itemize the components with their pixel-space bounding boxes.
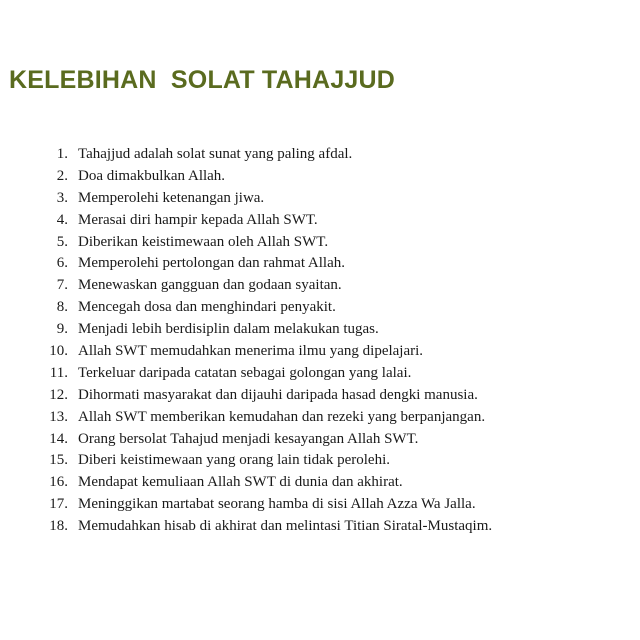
list-item-text: Memudahkan hisab di akhirat dan melintasi Titian Siratal-Mustaqim. [78, 518, 493, 535]
list-item-text: Allah SWT memberikan kemudahan dan rezeki yang berpanjangan. [78, 408, 486, 425]
list-item-text: Tahajjud adalah solat sunat yang paling afdal. [78, 146, 353, 162]
list-item [40, 210, 630, 232]
list-item [40, 407, 630, 429]
list-item [40, 385, 630, 407]
list-item-text: Dihormati masyarakat dan dijauhi daripada hasad dengki manusia. [78, 386, 478, 403]
list-item [40, 450, 630, 472]
list-item-text: Mendapat kemuliaan Allah SWT di dunia dan akhirat. [78, 474, 403, 491]
list-item [40, 341, 630, 363]
list-item-text: Memperolehi ketenangan jiwa. [78, 189, 265, 206]
benefit-list [40, 144, 630, 538]
list-item-text: Menewaskan gangguan dan godaan syaitan. [78, 277, 342, 294]
list-item-number: 18. [49, 518, 68, 535]
list-item [40, 363, 630, 385]
list-item [40, 429, 630, 451]
list-item-number: 5. [56, 233, 68, 250]
list-item-number: 3. [56, 189, 68, 206]
list-item [40, 232, 630, 254]
list-item-text: Menjadi lebih berdisiplin dalam melakukan tugas. [78, 321, 379, 338]
list-item-number: 11. [49, 364, 68, 381]
page-title: KELEBIHAN SOLAT TAHAJJUD [9, 66, 396, 94]
list-item-text: Diberi keistimewaan yang orang lain tidak perolehi. [78, 452, 390, 469]
list-item-number: 2. [56, 167, 68, 184]
list-item-text: Merasai diri hampir kepada Allah SWT. [78, 211, 318, 228]
list-item [40, 188, 630, 210]
list-item [40, 253, 630, 275]
list-item-number: 9. [56, 321, 68, 338]
list-item [40, 319, 630, 341]
list-item [40, 516, 630, 538]
list-item [40, 494, 630, 516]
list-item-number: 8. [56, 299, 68, 316]
list-item-text: Orang bersolat Tahajud menjadi kesayangan Allah SWT. [78, 430, 419, 447]
list-item-text: Meninggikan martabat seorang hamba di sisi Allah Azza Wa Jalla. [78, 496, 476, 513]
list-item-text: Doa dimakbulkan Allah. [78, 167, 226, 184]
list-item-text: Diberikan keistimewaan oleh Allah SWT. [78, 233, 329, 250]
list-item-number: 13. [49, 408, 68, 425]
list-item-number: 15. [49, 452, 68, 469]
list-item-number: 10. [49, 343, 68, 360]
list-item [40, 166, 630, 188]
list-item-number: 17. [49, 496, 68, 513]
list-item-number: 16. [49, 474, 68, 491]
list-item [40, 297, 630, 319]
list-item-number: 1. [56, 146, 68, 162]
list-item-text: Memperolehi pertolongan dan rahmat Allah. [78, 255, 346, 272]
list-item-number: 6. [56, 255, 68, 272]
list-item-text: Allah SWT memudahkan menerima ilmu yang dipelajari. [78, 343, 424, 360]
list-item-number: 7. [56, 277, 68, 294]
list-item-number: 14. [49, 430, 68, 447]
list-item [40, 275, 630, 297]
list-item [40, 144, 630, 166]
list-item-number: 12. [49, 386, 68, 403]
list-item-text: Terkeluar daripada catatan sebagai golongan yang lalai. [78, 364, 412, 381]
list-item-number: 4. [56, 211, 68, 228]
list-item [40, 472, 630, 494]
list-item-text: Mencegah dosa dan menghindari penyakit. [78, 299, 336, 316]
